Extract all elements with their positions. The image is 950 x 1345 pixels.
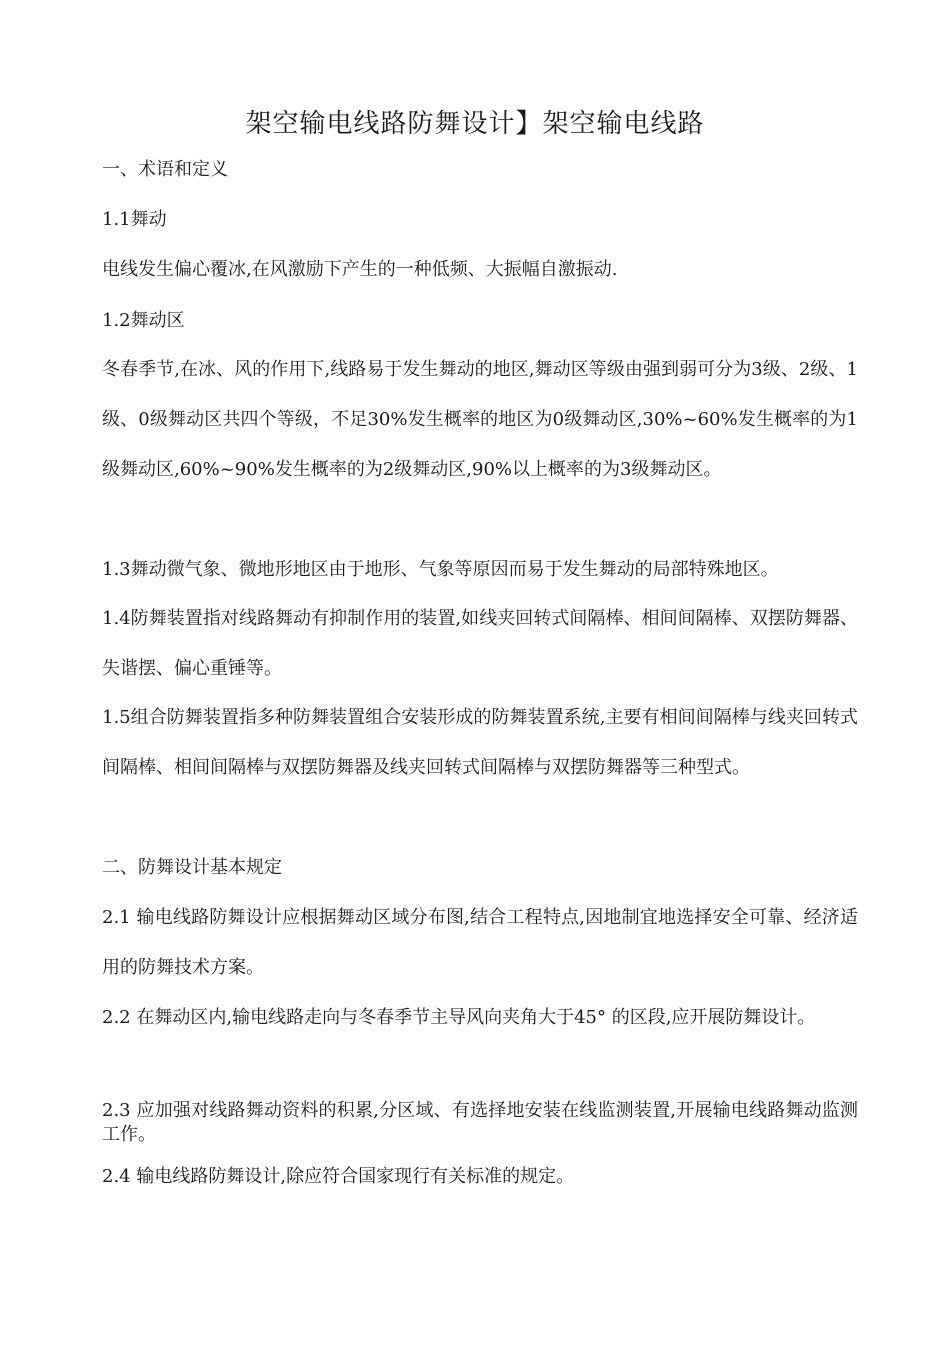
- rule-2-2: 2.2 在舞动区内,输电线路走向与冬春季节主导风向夹角大于45° 的区段,应开展防舞设计。: [102, 1007, 816, 1028]
- term-1-3: 1.3舞动微气象、微地形地区由于地形、气象等原因而易于发生舞动的局部特殊地区。: [102, 559, 779, 580]
- section-heading-terms: 一、术语和定义: [102, 159, 228, 180]
- rule-2-3: 2.3 应加强对线路舞动资料的积累,分区域、有选择地安装在线监测装置,开展输电线路舞动监测工作。: [102, 1100, 858, 1145]
- rule-2-1: 2.1 输电线路防舞设计应根据舞动区域分布图,结合工程特点,因地制宜地选择安全可靠、经济适用的防舞技术方案。: [102, 907, 858, 978]
- term-heading-1-2: 1.2舞动区: [102, 310, 185, 331]
- term-definition-1-1: 电线发生偏心覆冰,在风激励下产生的一种低频、大振幅自激振动.: [102, 259, 618, 280]
- rule-2-4: 2.4 输电线路防舞设计,除应符合国家现行有关标准的规定。: [102, 1166, 575, 1187]
- term-definition-1-2: 冬春季节,在冰、风的作用下,线路易于发生舞动的地区,舞动区等级由强到弱可分为3级、2级、1级、0级舞动区共四个等级，不足30%发生概率的地区为0级舞动区,30%~60%发生概率的为1级舞动区,60%~90%发生概率的为2级舞动区,90%以上概率的为3级舞动区。: [102, 359, 858, 480]
- document-title: 架空输电线路防舞设计】架空输电线路: [245, 109, 705, 139]
- term-1-5: 1.5组合防舞装置指多种防舞装置组合安装形成的防舞装置系统,主要有相间间隔棒与线夹回转式间隔棒、相间间隔棒与双摆防舞器及线夹回转式间隔棒与双摆防舞器等三种型式。: [102, 707, 858, 778]
- term-heading-1-1: 1.1舞动: [102, 209, 167, 230]
- term-1-4: 1.4防舞装置指对线路舞动有抑制作用的装置,如线夹回转式间隔棒、相间间隔棒、双摆防舞器、失谐摆、偏心重锤等。: [102, 608, 858, 679]
- section-heading-design-rules: 二、防舞设计基本规定: [102, 857, 282, 878]
